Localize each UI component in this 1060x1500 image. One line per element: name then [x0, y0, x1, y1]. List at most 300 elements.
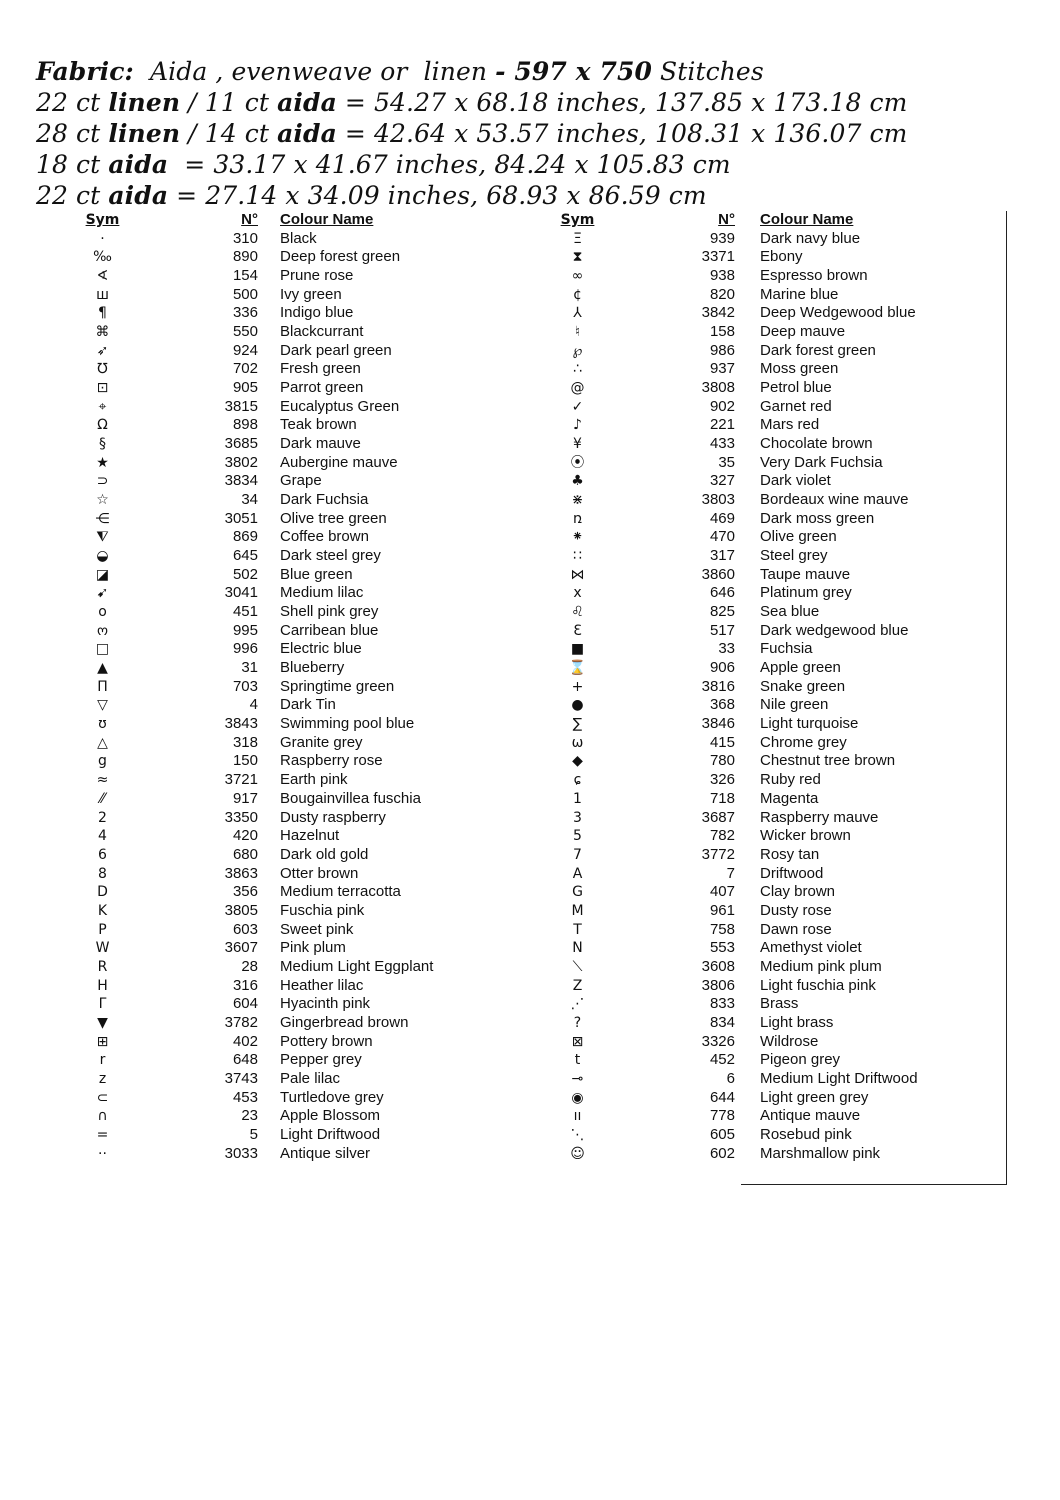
dmc-number-cell: 517: [709, 621, 735, 639]
dmc-number-cell: 602: [709, 1144, 735, 1162]
symbol-cell: T: [573, 921, 582, 938]
symbol-cell: ⊸: [571, 1070, 584, 1087]
table-row: [555, 379, 995, 398]
dmc-number-cell: 3782: [224, 1013, 258, 1031]
table-row: [555, 995, 995, 1014]
table-row: [80, 547, 500, 566]
colour-name-cell: Raspberry mauve: [760, 808, 879, 826]
fabric-info-header: [36, 56, 1036, 211]
table-row: [555, 752, 995, 771]
table-row: [555, 659, 995, 678]
symbol-cell: ⟍: [572, 958, 583, 975]
dmc-number-cell: 782: [709, 827, 735, 845]
symbol-cell: ✓: [571, 398, 584, 415]
table-row: [555, 398, 995, 417]
symbol-cell: M: [571, 902, 584, 919]
symbol-cell: ∷: [573, 548, 582, 565]
table-row: [555, 510, 995, 529]
table-row: [555, 622, 995, 641]
table-row: [555, 715, 995, 734]
colour-name-cell: Nile green: [760, 696, 829, 714]
colour-name-cell: Springtime green: [280, 677, 395, 695]
dmc-number-cell: 680: [232, 845, 258, 863]
header-text: aida: [108, 181, 169, 210]
colour-name-cell: Blueberry: [280, 659, 345, 677]
colour-name-cell: Blackcurrant: [280, 323, 364, 341]
dmc-number-cell: 937: [709, 360, 735, 378]
table-row: [80, 678, 500, 697]
symbol-cell: ⊂: [96, 1089, 109, 1106]
symbol-cell: ∩: [97, 1108, 108, 1125]
header-text: - 597 x 750: [495, 57, 652, 86]
table-row: [80, 360, 500, 379]
header-line: [36, 149, 1036, 180]
table-row: [555, 790, 995, 809]
colour-name-cell: Chocolate brown: [760, 435, 873, 453]
table-row: [555, 1051, 995, 1070]
symbol-cell: ☆: [96, 492, 109, 509]
dmc-number-cell: 3041: [224, 584, 258, 602]
dmc-number-cell: 3808: [701, 379, 735, 397]
colour-name-cell: Carribean blue: [280, 621, 379, 639]
colour-name-cell: Dusty rose: [760, 901, 832, 919]
table-row: [80, 977, 500, 996]
colour-name-cell: Ruby red: [760, 771, 821, 789]
symbol-cell: ▼: [97, 1014, 108, 1031]
table-row: [80, 958, 500, 977]
table-row: [80, 659, 500, 678]
dmc-number-cell: 453: [232, 1088, 258, 1106]
symbol-cell: ♣: [571, 473, 584, 490]
symbol-cell: ω: [571, 734, 584, 751]
dmc-number-cell: 3326: [701, 1032, 735, 1050]
colour-name-cell: Light turquoise: [760, 715, 859, 733]
colour-name-cell: Bordeaux wine mauve: [760, 491, 909, 509]
dmc-number-cell: 28: [241, 957, 258, 975]
colour-name-cell: Chrome grey: [760, 733, 847, 751]
table-row: [80, 286, 500, 305]
dmc-number-cell: 368: [709, 696, 735, 714]
symbol-cell: Z: [572, 977, 583, 994]
symbol-cell: ●: [571, 697, 584, 714]
dmc-number-cell: 407: [709, 883, 735, 901]
colour-name-cell: Antique mauve: [760, 1107, 861, 1125]
table-row: [80, 379, 500, 398]
colour-name-cell: Dawn rose: [760, 920, 832, 938]
dmc-number-cell: 500: [232, 285, 258, 303]
symbol-cell: A: [572, 865, 583, 882]
symbol-cell: ⌘: [95, 324, 110, 341]
colour-name-cell: Medium pink plum: [760, 957, 882, 975]
colour-name-cell: Apple green: [760, 659, 841, 677]
sym-column-header: Sym: [560, 212, 595, 228]
table-row: [555, 734, 995, 753]
table-row: [555, 286, 995, 305]
dmc-number-cell: 924: [232, 341, 258, 359]
sym-column-header: Sym: [85, 212, 120, 228]
dmc-number-cell: 995: [232, 621, 258, 639]
symbol-cell: ⊠: [571, 1033, 584, 1050]
dmc-number-cell: 34: [241, 491, 258, 509]
table-row: [80, 1107, 500, 1126]
colour-name-cell: Heather lilac: [280, 976, 364, 994]
colour-name-cell: Rosebud pink: [760, 1125, 852, 1143]
symbol-cell: ⅄: [573, 305, 582, 322]
table-row: [80, 1126, 500, 1145]
dmc-number-cell: 402: [232, 1032, 258, 1050]
table-row: [555, 528, 995, 547]
table-row: [80, 323, 500, 342]
colour-name-column-header: Colour Name: [760, 211, 854, 228]
symbol-cell: ⦿: [570, 454, 585, 471]
symbol-cell: ◆: [572, 753, 583, 770]
symbol-cell: Γ: [98, 996, 107, 1013]
table-row: [555, 977, 995, 996]
table-row: [80, 472, 500, 491]
dmc-number-cell: 23: [241, 1107, 258, 1125]
header-line: [36, 180, 1036, 211]
table-row: [80, 230, 500, 249]
symbol-cell: D: [97, 884, 108, 901]
table-row: [80, 1033, 500, 1052]
symbol-cell: ⋱: [570, 1126, 585, 1143]
table-row: [80, 640, 500, 659]
table-row: [555, 248, 995, 267]
colour-name-cell: Gingerbread brown: [280, 1013, 409, 1031]
dmc-number-cell: 3687: [701, 808, 735, 826]
symbol-cell: ▲: [97, 660, 108, 677]
dmc-number-cell: 4: [249, 696, 258, 714]
colour-name-cell: Black: [280, 229, 317, 247]
header-text: 28 ct: [36, 119, 109, 148]
colour-name-cell: Wicker brown: [760, 827, 851, 845]
table-row: [555, 491, 995, 510]
table-row: [80, 865, 500, 884]
dmc-number-cell: 154: [232, 267, 258, 285]
colour-name-cell: Granite grey: [280, 733, 363, 751]
number-column-header: N°: [241, 211, 258, 228]
dmc-number-cell: 3860: [701, 565, 735, 583]
symbol-cell: Ω: [97, 417, 108, 434]
header-text: aida: [277, 119, 337, 148]
table-row: [555, 883, 995, 902]
symbol-cell: =: [96, 1126, 109, 1143]
dmc-number-cell: 833: [709, 995, 735, 1013]
table-row: [80, 921, 500, 940]
number-column-header: N°: [718, 211, 735, 228]
dmc-number-cell: 310: [232, 229, 258, 247]
colour-name-cell: Hyacinth pink: [280, 995, 371, 1013]
symbol-cell: ·: [100, 230, 105, 247]
colour-name-cell: Parrot green: [280, 379, 364, 397]
header-text: Stitches: [651, 57, 764, 86]
dmc-number-cell: 917: [232, 789, 258, 807]
symbol-cell: ∢: [96, 268, 109, 285]
symbol-cell: ıı: [573, 1108, 582, 1125]
dmc-number-cell: 35: [718, 453, 735, 471]
colour-name-cell: Pigeon grey: [760, 1051, 841, 1069]
header-text: linen: [108, 88, 181, 117]
dmc-number-cell: 890: [232, 248, 258, 266]
symbol-cell: ¶: [98, 305, 107, 322]
symbol-cell: H: [97, 977, 108, 994]
header-text: 22 ct: [36, 88, 109, 117]
symbol-cell: 3: [573, 809, 582, 826]
colour-name-cell: Teak brown: [280, 416, 357, 434]
table-row: [555, 267, 995, 286]
table-row: [555, 584, 995, 603]
dmc-number-cell: 905: [232, 379, 258, 397]
dmc-number-cell: 356: [232, 883, 258, 901]
symbol-cell: □: [95, 641, 110, 658]
symbol-cell: ⋰: [570, 996, 585, 1013]
table-row: [80, 304, 500, 323]
symbol-cell: ℧: [97, 361, 108, 378]
colour-name-cell: Dark Fuchsia: [280, 491, 369, 509]
colour-name-cell: Dark violet: [760, 472, 831, 490]
dmc-number-cell: 6: [726, 1069, 735, 1087]
bottom-border-line: [741, 1184, 1007, 1185]
dmc-number-cell: 3033: [224, 1144, 258, 1162]
colour-name-cell: Magenta: [760, 789, 819, 807]
symbol-cell: §: [99, 436, 106, 453]
symbol-cell: ■: [570, 641, 585, 658]
dmc-number-cell: 327: [709, 472, 735, 490]
dmc-number-cell: 3802: [224, 453, 258, 471]
table-row: [555, 360, 995, 379]
right-border-line: [1006, 211, 1007, 1185]
symbol-cell: ɕ: [573, 772, 582, 789]
table-row: [80, 398, 500, 417]
table-row: [555, 771, 995, 790]
symbol-cell: ⧨: [96, 529, 109, 546]
table-row: [555, 416, 995, 435]
colour-name-cell: Chestnut tree brown: [760, 752, 896, 770]
symbol-cell: 2: [98, 809, 107, 826]
dmc-number-cell: 644: [709, 1088, 735, 1106]
table-row: [555, 678, 995, 697]
colour-name-cell: Dark old gold: [280, 845, 369, 863]
symbol-cell: W: [95, 940, 110, 957]
dmc-number-cell: 318: [232, 733, 258, 751]
symbol-cell: Π: [97, 678, 108, 695]
symbol-cell: 8: [98, 865, 107, 882]
symbol-cell: ‰: [93, 249, 112, 266]
symbol-cell: ≈: [96, 772, 109, 789]
colour-name-cell: Petrol blue: [760, 379, 832, 397]
colour-name-cell: Deep forest green: [280, 248, 401, 266]
symbol-cell: ⊃: [96, 473, 109, 490]
header-line: [36, 56, 1036, 87]
colour-name-cell: Indigo blue: [280, 304, 354, 322]
header-text: linen: [108, 119, 181, 148]
dmc-number-cell: 3371: [701, 248, 735, 266]
header-text: 22 ct: [36, 181, 109, 210]
dmc-number-cell: 502: [232, 565, 258, 583]
table-row: [80, 696, 500, 715]
table-row: [555, 323, 995, 342]
symbol-cell: ⋇: [571, 492, 584, 509]
dmc-number-cell: 780: [709, 752, 735, 770]
dmc-number-cell: 3805: [224, 901, 258, 919]
dmc-number-cell: 3803: [701, 491, 735, 509]
symbol-cell: ▽: [97, 697, 108, 714]
colour-name-cell: Pottery brown: [280, 1032, 373, 1050]
colour-name-cell: Sweet pink: [280, 920, 354, 938]
dmc-number-cell: 778: [709, 1107, 735, 1125]
dmc-number-cell: 605: [709, 1125, 735, 1143]
table-row: [80, 1145, 500, 1164]
table-row: [555, 1014, 995, 1033]
colour-name-cell: Rosy tan: [760, 845, 820, 863]
colour-name-cell: Taupe mauve: [760, 565, 851, 583]
colour-name-cell: Steel grey: [760, 547, 828, 565]
symbol-cell: r: [99, 1052, 106, 1069]
table-row: [555, 304, 995, 323]
colour-name-cell: Turtledove grey: [280, 1088, 384, 1106]
symbol-cell: ⊡: [96, 380, 109, 397]
dmc-number-cell: 961: [709, 901, 735, 919]
symbol-cell: ◪: [95, 566, 110, 583]
table-row: [80, 416, 500, 435]
dmc-number-cell: 433: [709, 435, 735, 453]
symbol-cell: P: [98, 921, 107, 938]
symbol-cell: ო: [96, 622, 108, 639]
table-row: [555, 472, 995, 491]
header-line: [36, 118, 1036, 149]
dmc-number-cell: 703: [232, 677, 258, 695]
dmc-number-cell: 869: [232, 528, 258, 546]
dmc-number-cell: 3846: [701, 715, 735, 733]
table-row: [80, 248, 500, 267]
symbol-cell: ⋈: [570, 566, 585, 583]
dmc-number-cell: 603: [232, 920, 258, 938]
colour-name-cell: Dusty raspberry: [280, 808, 386, 826]
dmc-number-cell: 3607: [224, 939, 258, 957]
colour-name-cell: Marine blue: [760, 285, 839, 303]
dmc-number-cell: 898: [232, 416, 258, 434]
table-row: [555, 342, 995, 361]
symbol-cell: z: [98, 1070, 107, 1087]
colour-name-cell: Espresso brown: [760, 267, 868, 285]
symbol-cell: ռ: [572, 510, 583, 527]
table-row: [555, 902, 995, 921]
dmc-number-cell: 648: [232, 1051, 258, 1069]
dmc-number-cell: 5: [249, 1125, 258, 1143]
colour-name-cell: Coffee brown: [280, 528, 369, 546]
colour-name-cell: Grape: [280, 472, 322, 490]
colour-name-cell: Very Dark Fuchsia: [760, 453, 883, 471]
table-row: [80, 902, 500, 921]
table-row: [555, 230, 995, 249]
colour-name-cell: Driftwood: [760, 864, 824, 882]
colour-name-cell: Light brass: [760, 1013, 834, 1031]
header-line: [36, 87, 1036, 118]
dmc-number-cell: 758: [709, 920, 735, 938]
header-text: Fabric:: [36, 57, 134, 86]
table-row: [80, 771, 500, 790]
header-text: 18 ct: [36, 150, 109, 179]
dmc-number-cell: 996: [232, 640, 258, 658]
table-row: [80, 622, 500, 641]
header-text: = 27.14 x 34.09 inches, 68.93 x 86.59 cm: [168, 181, 707, 210]
table-row: [80, 846, 500, 865]
colour-name-cell: Light Driftwood: [280, 1125, 381, 1143]
dmc-number-cell: 316: [232, 976, 258, 994]
colour-name-cell: Pepper grey: [280, 1051, 362, 1069]
dmc-number-cell: 336: [232, 304, 258, 322]
symbol-cell: ʊ: [98, 716, 107, 733]
symbol-cell: 5: [573, 828, 582, 845]
colour-name-cell: Shell pink grey: [280, 603, 379, 621]
table-header-row: [555, 211, 995, 230]
symbol-cell: x: [573, 585, 582, 602]
colour-name-cell: Brass: [760, 995, 799, 1013]
symbol-cell: Ξ: [573, 230, 582, 247]
table-row: [80, 939, 500, 958]
dmc-number-cell: 906: [709, 659, 735, 677]
dmc-number-cell: 3843: [224, 715, 258, 733]
table-row: [80, 454, 500, 473]
dmc-number-cell: 158: [709, 323, 735, 341]
colour-name-cell: Medium Light Driftwood: [760, 1069, 918, 1087]
symbol-cell: ★: [96, 454, 109, 471]
table-row: [80, 528, 500, 547]
table-row: [80, 827, 500, 846]
colour-name-cell: Aubergine mauve: [280, 453, 398, 471]
header-text: / 11 ct: [180, 88, 278, 117]
symbol-cell: ∴: [573, 361, 582, 378]
colour-name-cell: Deep mauve: [760, 323, 846, 341]
symbol-cell: ◒: [96, 548, 109, 565]
symbol-cell: ⊞: [96, 1033, 109, 1050]
table-row: [80, 566, 500, 585]
colour-name-cell: Dark steel grey: [280, 547, 381, 565]
colour-name-cell: Pale lilac: [280, 1069, 341, 1087]
dmc-number-cell: 3815: [224, 397, 258, 415]
colour-name-cell: Deep Wedgewood blue: [760, 304, 916, 322]
colour-name-cell: Mars red: [760, 416, 820, 434]
symbol-cell: ⋅⋅: [98, 1145, 107, 1162]
table-row: [80, 1014, 500, 1033]
table-row: [555, 1145, 995, 1164]
table-row: [555, 1126, 995, 1145]
table-row: [80, 510, 500, 529]
symbol-cell: ⋲: [95, 510, 110, 527]
table-row: [80, 715, 500, 734]
symbol-cell: ♪: [573, 417, 582, 434]
colour-name-cell: Moss green: [760, 360, 839, 378]
symbol-cell: 6: [98, 846, 107, 863]
colour-name-column-header: Colour Name: [280, 211, 374, 228]
colour-name-cell: Fresh green: [280, 360, 361, 378]
header-text: aida: [277, 88, 337, 117]
symbol-cell: ⌖: [98, 398, 107, 415]
colour-name-cell: Raspberry rose: [280, 752, 383, 770]
dmc-number-cell: 550: [232, 323, 258, 341]
symbol-cell: 7: [573, 846, 582, 863]
dmc-number-cell: 986: [709, 341, 735, 359]
table-row: [555, 696, 995, 715]
colour-name-cell: Ivy green: [280, 285, 342, 303]
dmc-number-cell: 3051: [224, 509, 258, 527]
symbol-cell: o: [98, 604, 107, 621]
dmc-number-cell: 553: [709, 939, 735, 957]
dmc-number-cell: 702: [232, 360, 258, 378]
colour-name-cell: Antique silver: [280, 1144, 371, 1162]
header-text: Aida , evenweave or linen: [133, 57, 496, 86]
colour-name-cell: Hazelnut: [280, 827, 340, 845]
